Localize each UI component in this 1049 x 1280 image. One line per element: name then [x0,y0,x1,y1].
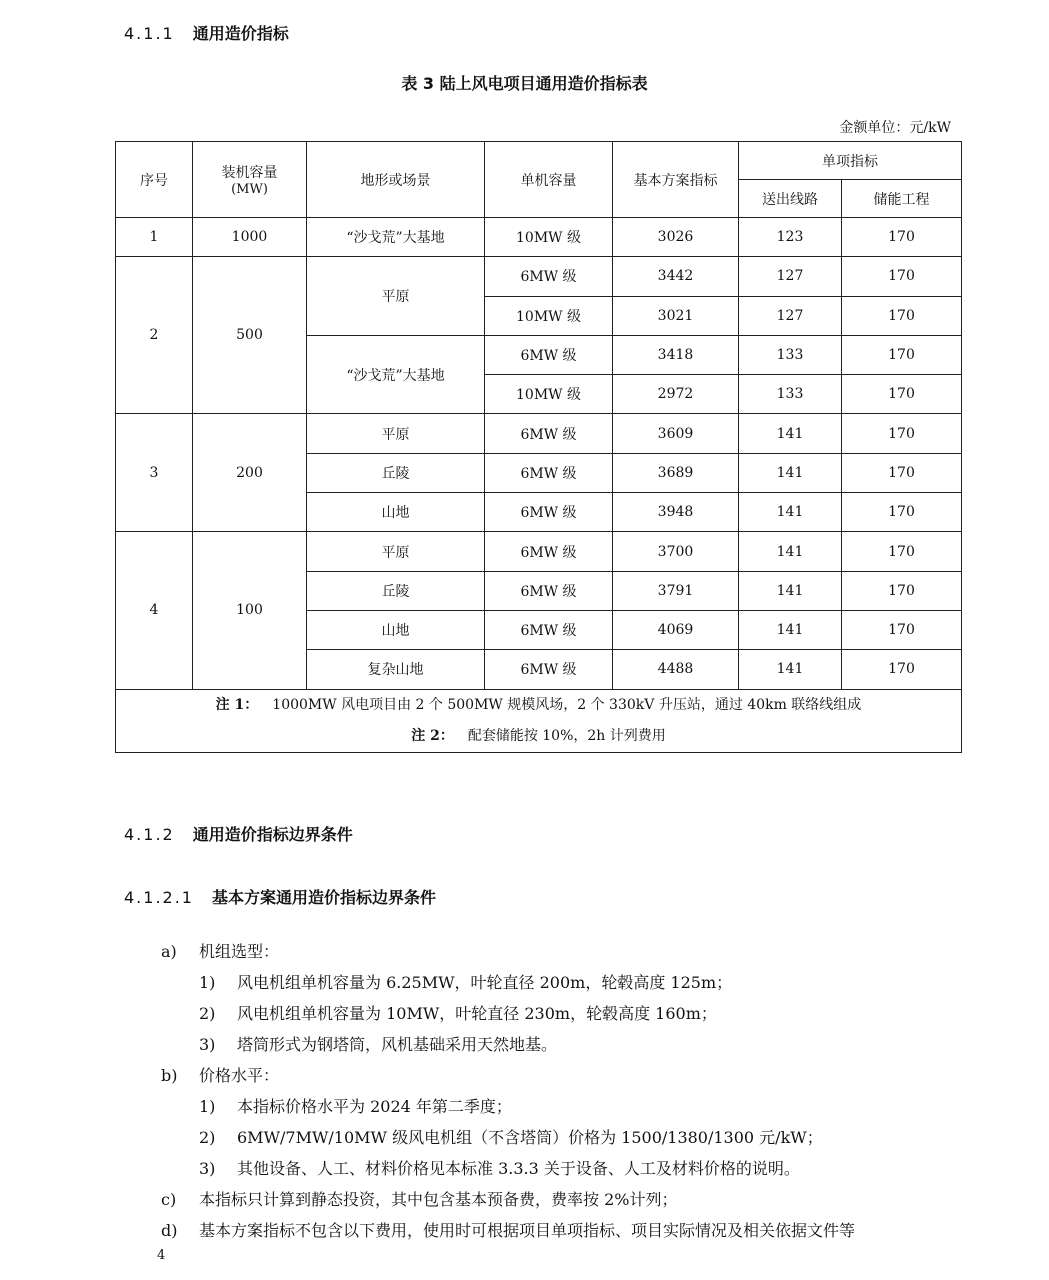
cell-storage: 170 [842,375,962,414]
header-unit-capacity: 单机容量 [485,142,613,218]
cell-storage: 170 [842,532,962,571]
list-item [161,936,279,967]
cell-basic-index: 3948 [613,493,739,532]
list-marker: 2) [199,1128,216,1147]
cell-unit-capacity: 6MW 级 [485,453,613,492]
cell-unit-capacity: 6MW 级 [485,414,613,453]
cell-basic-index: 3418 [613,335,739,374]
list-text: 塔筒形式为钢塔筒，风机基础采用天然地基。 [237,1035,558,1054]
cell-unit-capacity: 10MW 级 [485,218,613,257]
table-notes [116,689,962,752]
list-marker: 2) [199,1004,216,1023]
list-text: 本指标价格水平为 2024 年第二季度； [237,1097,512,1116]
header-transmission: 送出线路 [739,180,842,218]
note-text: 1000MW 风电项目由 2 个 500MW 规模风场，2 个 330kV 升压站，通过 40km 联络线组成 [272,696,862,713]
cell-transmission: 123 [739,218,842,257]
section-title: 通用造价指标 [192,24,289,43]
list-text: 本指标只计算到静态投资，其中包含基本预备费，费率按 2%计列； [199,1190,678,1209]
cell-transmission: 133 [739,335,842,374]
list-marker: 3) [199,1159,216,1178]
cell-seq: 3 [116,414,193,532]
list-marker: 1) [199,1097,216,1116]
cell-basic-index: 3442 [613,257,739,296]
cell-unit-capacity: 6MW 级 [485,532,613,571]
table-row [116,218,962,257]
list-text: 价格水平： [199,1066,280,1085]
section-heading-4-1-2-1 [124,885,436,908]
cell-storage: 170 [842,453,962,492]
section-title: 通用造价指标边界条件 [192,825,353,844]
cell-storage: 170 [842,296,962,335]
list-item [199,967,732,998]
cell-seq: 1 [116,218,193,257]
cell-basic-index: 4069 [613,610,739,649]
cell-storage: 170 [842,257,962,296]
header-capacity [193,142,307,218]
cell-terrain: 平原 [307,414,485,453]
page-number: 4 [157,1248,166,1263]
cell-terrain: 平原 [307,257,485,336]
list-item [161,1060,279,1091]
cell-transmission: 141 [739,610,842,649]
cell-unit-capacity: 6MW 级 [485,650,613,689]
cell-basic-index: 4488 [613,650,739,689]
cell-basic-index: 3791 [613,571,739,610]
cell-unit-capacity: 6MW 级 [485,610,613,649]
cell-unit-capacity: 10MW 级 [485,296,613,335]
section-heading-4-1-1 [124,21,289,44]
cell-transmission: 127 [739,257,842,296]
cell-storage: 170 [842,571,962,610]
header-capacity-label: 装机容量 [221,165,278,181]
cell-unit-capacity: 6MW 级 [485,257,613,296]
cell-unit-capacity: 6MW 级 [485,571,613,610]
list-marker: d) [161,1221,178,1240]
table-title: 表 3 陆上风电项目通用造价指标表 [401,74,648,93]
note-text: 配套储能按 10%，2h 计列费用 [467,727,666,744]
cell-basic-index: 3026 [613,218,739,257]
unit-note: 金额单位：元/kW [839,120,951,136]
cell-unit-capacity: 6MW 级 [485,335,613,374]
cell-storage: 170 [842,414,962,453]
header-single-item: 单项指标 [739,142,962,180]
section-number: 4.1.2 [124,825,175,844]
cell-transmission: 141 [739,493,842,532]
cell-seq: 4 [116,532,193,689]
list-text: 其他设备、人工、材料价格见本标准 3.3.3 关于设备、人工及材料价格的说明。 [237,1159,800,1178]
list-marker: b) [161,1066,178,1085]
cell-storage: 170 [842,610,962,649]
cell-terrain: “沙戈荒”大基地 [307,218,485,257]
header-terrain: 地形或场景 [307,142,485,218]
table-row [116,257,962,296]
list-marker: 1) [199,973,216,992]
list-text: 6MW/7MW/10MW 级风电机组（不含塔筒）价格为 1500/1380/1300 元/kW； [237,1128,823,1147]
cell-basic-index: 2972 [613,375,739,414]
cell-transmission: 127 [739,296,842,335]
cell-terrain: 复杂山地 [307,650,485,689]
cell-transmission: 141 [739,650,842,689]
cost-index-table [115,141,962,753]
cell-terrain: 山地 [307,493,485,532]
list-item [161,1215,855,1246]
cell-capacity: 200 [193,414,307,532]
table-row [116,532,962,571]
cell-storage: 170 [842,650,962,689]
cell-capacity: 500 [193,257,307,414]
section-number: 4.1.1 [124,24,175,43]
list-text: 风电机组单机容量为 10MW，叶轮直径 230m，轮毂高度 160m； [237,1004,717,1023]
cell-storage: 170 [842,218,962,257]
cell-basic-index: 3700 [613,532,739,571]
header-basic-index: 基本方案指标 [613,142,739,218]
cell-terrain: 山地 [307,610,485,649]
list-item [199,1091,512,1122]
cell-transmission: 141 [739,414,842,453]
cell-transmission: 141 [739,571,842,610]
cell-capacity: 1000 [193,218,307,257]
cell-terrain: 平原 [307,532,485,571]
header-seq: 序号 [116,142,193,218]
cell-basic-index: 3021 [613,296,739,335]
cell-storage: 170 [842,335,962,374]
cell-basic-index: 3609 [613,414,739,453]
cell-transmission: 141 [739,532,842,571]
list-text: 基本方案指标不包含以下费用，使用时可根据项目单项指标、项目实际情况及相关依据文件等 [199,1221,856,1240]
list-marker: a) [161,942,177,961]
header-storage: 储能工程 [842,180,962,218]
section-title: 基本方案通用造价指标边界条件 [211,888,436,907]
cell-capacity: 100 [193,532,307,689]
cell-terrain: 丘陵 [307,453,485,492]
cell-terrain: 丘陵 [307,571,485,610]
section-number: 4.1.2.1 [124,888,194,907]
cell-storage: 170 [842,493,962,532]
list-item [199,1122,823,1153]
cell-transmission: 133 [739,375,842,414]
cell-basic-index: 3689 [613,453,739,492]
list-item [199,1029,557,1060]
list-item [199,1153,800,1184]
notes-row [116,689,962,752]
list-marker: 3) [199,1035,216,1054]
list-text: 风电机组单机容量为 6.25MW，叶轮直径 200m，轮毂高度 125m； [237,973,733,992]
table-note [116,690,961,721]
cell-terrain: “沙戈荒”大基地 [307,335,485,414]
note-label: 注 1： [215,696,259,713]
table-row [116,414,962,453]
cell-unit-capacity: 6MW 级 [485,493,613,532]
list-item [161,1184,677,1215]
section-heading-4-1-2 [124,822,353,845]
list-text: 机组选型： [199,942,280,961]
note-label: 注 2： [411,727,454,744]
cell-transmission: 141 [739,453,842,492]
list-item [199,998,717,1029]
cell-unit-capacity: 10MW 级 [485,375,613,414]
cell-seq: 2 [116,257,193,414]
header-capacity-unit: (MW) [231,182,268,197]
table-note [116,721,961,752]
list-marker: c) [161,1190,177,1209]
